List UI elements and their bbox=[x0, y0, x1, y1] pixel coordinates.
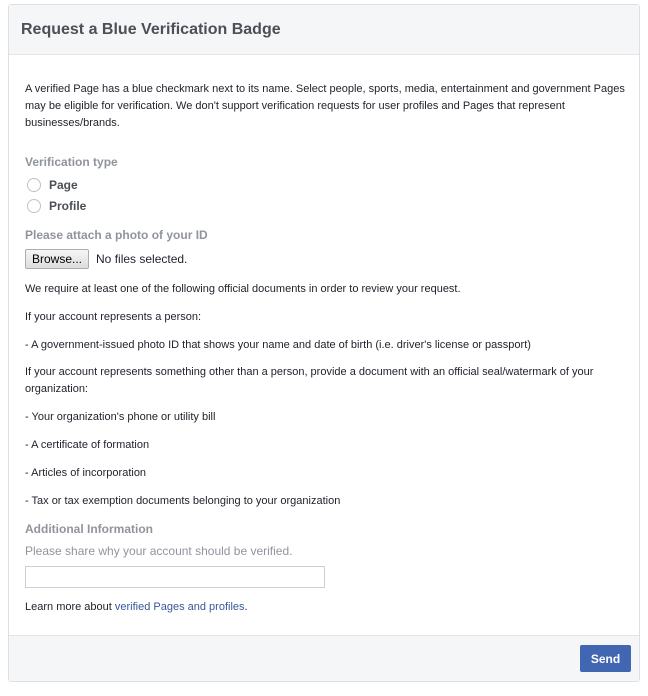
file-upload-row bbox=[25, 249, 187, 269]
profile-radio[interactable] bbox=[27, 199, 41, 213]
additional-info-label: Additional Information bbox=[25, 522, 153, 536]
profile-radio-label[interactable]: Profile bbox=[49, 199, 87, 213]
verified-pages-link[interactable]: verified Pages and profiles bbox=[114, 601, 245, 613]
verification-form-card bbox=[8, 4, 640, 682]
radio-option-profile[interactable] bbox=[27, 198, 86, 214]
browse-button[interactable]: Browse... bbox=[25, 249, 89, 269]
org-requirement-item: - Articles of incorporation bbox=[25, 467, 147, 479]
intro-text: A verified Page has a blue checkmark next to its name. Select people, sports, media, entertainment and government Pages may be eligible for verification. We don't support verification requests for user profiles and Pages that represent businesses/brands. bbox=[25, 83, 625, 129]
person-requirement-item: - A government-issued photo ID that shows your name and date of birth (i.e. driver's license or passport) bbox=[25, 339, 531, 351]
additional-info-input[interactable] bbox=[25, 566, 325, 588]
additional-info-prompt: Please share why your account should be verified. bbox=[25, 544, 293, 558]
page-radio[interactable] bbox=[27, 178, 41, 192]
person-heading: If your account represents a person: bbox=[25, 311, 202, 323]
radio-option-page[interactable] bbox=[27, 177, 78, 193]
learn-more-text bbox=[25, 599, 625, 616]
page-radio-label[interactable]: Page bbox=[49, 178, 78, 192]
card-footer bbox=[9, 635, 639, 681]
verification-type-label: Verification type bbox=[25, 155, 118, 169]
learn-more-suffix: . bbox=[244, 601, 248, 613]
requirements-intro: We require at least one of the following official documents in order to review your request. bbox=[25, 283, 461, 295]
learn-more-prefix: Learn more about bbox=[25, 601, 115, 613]
org-requirement-item: - Your organization's phone or utility bill bbox=[25, 411, 216, 423]
org-heading: If your account represents something other than a person, provide a document with an official seal/watermark of your organization: bbox=[25, 366, 594, 395]
send-button[interactable]: Send bbox=[580, 645, 631, 672]
page-title: Request a Blue Verification Badge bbox=[21, 21, 281, 38]
org-requirement-item: - A certificate of formation bbox=[25, 439, 150, 451]
card-header bbox=[9, 5, 639, 55]
org-requirement-item: - Tax or tax exemption documents belonging to your organization bbox=[25, 495, 341, 507]
attach-id-label: Please attach a photo of your ID bbox=[25, 228, 208, 242]
file-status: No files selected. bbox=[96, 252, 188, 266]
